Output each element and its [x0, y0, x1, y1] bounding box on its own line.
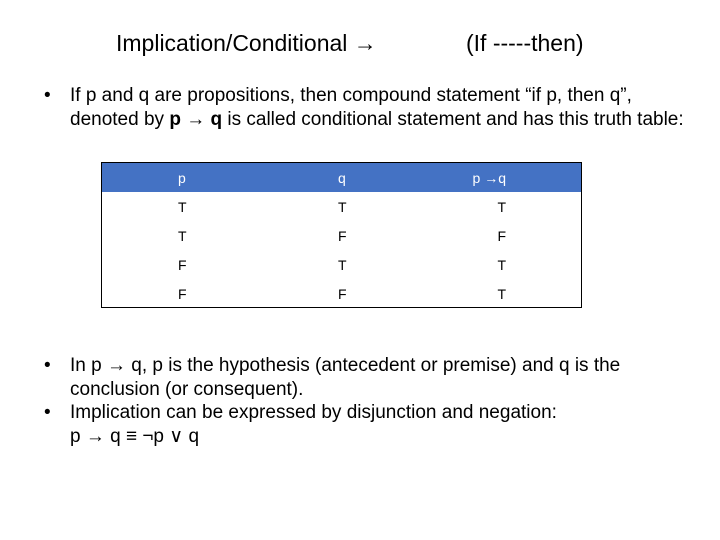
header-p: p: [178, 169, 186, 186]
bullet-expression: [44, 401, 694, 425]
table-row: [102, 250, 582, 279]
table-cell: F: [178, 285, 187, 302]
table-row: [102, 221, 582, 250]
equivalence-formula: p → q ≡ ¬p ∨ q: [70, 425, 200, 447]
bullet-text: In p → q, p is the hypothesis (antecedent or premise) and q is the conclusion (or consequent).: [70, 355, 621, 400]
bullet-dot: •: [44, 355, 51, 376]
bullet-list-top: [44, 84, 694, 131]
table-cell: T: [497, 198, 506, 215]
table-row: [102, 279, 582, 309]
bullet-text-after: is called conditional statement and has this truth table:: [222, 108, 684, 130]
table-cell: F: [337, 285, 347, 302]
table-cell: F: [337, 227, 347, 244]
header-q: q: [337, 169, 346, 186]
bullet-list-bottom: [44, 354, 694, 448]
bullet-text-before: If p and q are propositions, then compound statement “if p, then q”, denoted by: [70, 85, 632, 130]
title-subtitle: (If -----then): [466, 30, 584, 56]
title-main: Implication/Conditional →: [116, 30, 377, 56]
table-cell: F: [178, 256, 187, 273]
header-p-implies-q: p →q: [472, 169, 506, 186]
truth-table-header-row: [102, 163, 582, 193]
bullet-hypothesis: [44, 354, 694, 401]
table-cell: F: [497, 227, 506, 244]
table-cell: T: [337, 256, 347, 273]
bullet-text: Implication can be expressed by disjunction and negation:: [70, 402, 557, 423]
table-cell: T: [178, 227, 187, 244]
truth-table: [101, 162, 582, 309]
bullet-text-bold: p → q: [169, 108, 223, 130]
table-cell: T: [337, 198, 347, 215]
bullet-dot: •: [44, 85, 51, 106]
bullet-dot: •: [44, 402, 51, 423]
table-row: [102, 192, 582, 221]
table-cell: T: [497, 256, 506, 273]
bullet-definition: [44, 84, 694, 131]
slide-title: [0, 26, 720, 66]
table-cell: T: [497, 285, 506, 302]
table-cell: T: [178, 198, 187, 215]
